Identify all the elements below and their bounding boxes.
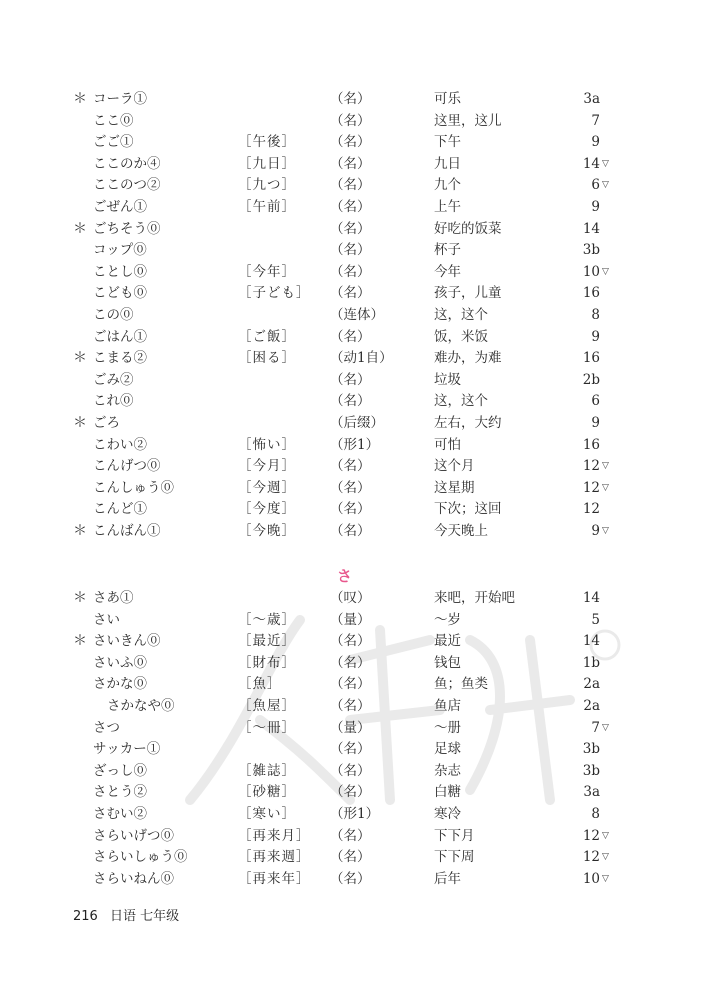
entry-part-of-speech: （后缀） bbox=[330, 415, 384, 431]
entry-part-of-speech: （名） bbox=[330, 698, 371, 714]
entry-lesson: 2a bbox=[583, 676, 600, 693]
entry-kanji: ［再来週］ bbox=[238, 849, 311, 866]
entry-meaning: 来吧，开始吧 bbox=[434, 590, 515, 606]
entry-meaning: 今年 bbox=[434, 263, 461, 280]
entry-mark: ▽ bbox=[602, 526, 609, 536]
entry-part-of-speech: （名） bbox=[330, 676, 371, 693]
entry-part-of-speech: （名） bbox=[330, 371, 371, 388]
entry-lesson: 7 bbox=[591, 719, 600, 736]
entry-lesson: 6 bbox=[591, 177, 600, 194]
entry-word: さらいしゅう⓪ bbox=[93, 849, 188, 866]
entry-word: さかな⓪ bbox=[93, 676, 147, 693]
vocab-entry bbox=[0, 782, 720, 803]
entry-lesson: 9 bbox=[591, 523, 600, 539]
entry-meaning: 难办，为难 bbox=[434, 350, 502, 367]
entry-meaning: 上午 bbox=[434, 199, 461, 215]
star-marker: ＊ bbox=[73, 350, 87, 367]
entry-kanji: ［午後］ bbox=[238, 134, 296, 151]
entry-lesson: 3b bbox=[582, 762, 600, 779]
entry-word: こまる② bbox=[93, 350, 147, 367]
entry-word: ここのつ② bbox=[93, 177, 161, 194]
entry-kanji: ［再来月］ bbox=[238, 827, 311, 844]
entry-kanji: ［今晚］ bbox=[238, 523, 296, 539]
entry-kanji: ［最近］ bbox=[238, 633, 296, 650]
entry-part-of-speech: （名） bbox=[330, 827, 371, 844]
entry-part-of-speech: （动1自） bbox=[330, 350, 393, 367]
entry-meaning: 鱼店 bbox=[434, 698, 461, 714]
entry-mark: ▽ bbox=[602, 180, 609, 191]
vocab-entry bbox=[0, 653, 720, 674]
star-marker: ＊ bbox=[73, 220, 87, 237]
entry-meaning: 饭，米饭 bbox=[434, 328, 488, 345]
entry-lesson: 9 bbox=[591, 134, 600, 151]
entry-lesson: 14 bbox=[582, 155, 600, 172]
entry-lesson: 16 bbox=[582, 436, 600, 453]
entry-word: ごろ bbox=[93, 415, 120, 431]
entry-lesson: 10 bbox=[582, 870, 600, 887]
entry-word: こども⓪ bbox=[93, 285, 147, 302]
entry-part-of-speech: （形1） bbox=[330, 806, 380, 822]
entry-lesson: 3b bbox=[582, 242, 600, 259]
entry-part-of-speech: （名） bbox=[330, 328, 371, 345]
entry-word: こんど① bbox=[93, 501, 147, 518]
entry-meaning: 这个月 bbox=[434, 458, 475, 475]
entry-word: これ⓪ bbox=[93, 393, 134, 410]
entry-lesson: 9 bbox=[591, 328, 600, 345]
entry-part-of-speech: （名） bbox=[330, 199, 371, 215]
entry-meaning: ～岁 bbox=[434, 611, 461, 628]
entry-kanji: ［今度］ bbox=[238, 501, 296, 518]
entry-word: さいふ⓪ bbox=[93, 654, 147, 671]
entry-meaning: 这，这个 bbox=[434, 307, 488, 323]
entry-part-of-speech: （名） bbox=[330, 870, 371, 887]
vocab-entry bbox=[0, 413, 720, 434]
vocab-entry bbox=[0, 588, 720, 609]
entry-kanji: ［今年］ bbox=[238, 263, 296, 280]
entry-word: さむい② bbox=[93, 806, 147, 822]
entry-kanji: ［九つ］ bbox=[238, 177, 296, 194]
entry-word: さかなや⓪ bbox=[107, 698, 175, 714]
entry-kanji: ［再来年］ bbox=[238, 870, 311, 887]
vocab-entry bbox=[0, 305, 720, 326]
page-number: 216 bbox=[73, 909, 98, 924]
entry-word: さあ① bbox=[93, 590, 134, 606]
star-marker: ＊ bbox=[73, 633, 87, 650]
entry-meaning: 这，这个 bbox=[434, 393, 488, 410]
entry-part-of-speech: （名） bbox=[330, 177, 371, 194]
entry-part-of-speech: （量） bbox=[330, 611, 371, 628]
vocab-entry bbox=[0, 435, 720, 456]
entry-word: コーラ① bbox=[93, 91, 147, 107]
book-title: 日语 七年级 bbox=[109, 909, 180, 924]
entry-meaning: 下午 bbox=[434, 134, 461, 151]
entry-lesson: 8 bbox=[591, 307, 600, 323]
vocab-entry bbox=[0, 456, 720, 477]
vocab-entry bbox=[0, 89, 720, 110]
entry-part-of-speech: （名） bbox=[330, 242, 371, 259]
entry-word: さとう② bbox=[93, 784, 147, 801]
entry-word: さらいねん⓪ bbox=[93, 870, 174, 887]
entry-word: こんしゅう⓪ bbox=[93, 479, 174, 496]
entry-meaning: 下次；这回 bbox=[434, 501, 502, 518]
entry-lesson: 14 bbox=[582, 590, 600, 606]
entry-word: こんげつ⓪ bbox=[93, 458, 161, 475]
entry-meaning: 这星期 bbox=[434, 479, 475, 496]
entry-part-of-speech: （名） bbox=[330, 479, 371, 496]
vocab-entry bbox=[0, 826, 720, 847]
entry-word: さつ bbox=[93, 719, 120, 736]
entry-part-of-speech: （名） bbox=[330, 263, 371, 280]
entry-part-of-speech: （名） bbox=[330, 762, 371, 779]
star-marker: ＊ bbox=[73, 590, 87, 606]
vocab-entry bbox=[0, 674, 720, 695]
entry-word: ここのか④ bbox=[93, 155, 161, 172]
page-footer bbox=[73, 905, 179, 924]
entry-kanji: ［今月］ bbox=[238, 458, 296, 475]
entry-part-of-speech: （名） bbox=[330, 741, 371, 758]
entry-lesson: 12 bbox=[582, 827, 600, 844]
entry-lesson: 6 bbox=[591, 393, 600, 410]
entry-meaning: 左右，大约 bbox=[434, 415, 502, 431]
entry-kanji: ［今週］ bbox=[238, 479, 296, 496]
entry-lesson: 9 bbox=[591, 199, 600, 215]
vocab-entry bbox=[0, 696, 720, 717]
entry-part-of-speech: （名） bbox=[330, 523, 371, 539]
entry-meaning: 垃圾 bbox=[434, 371, 461, 388]
entry-word: さいきん⓪ bbox=[93, 633, 161, 650]
entry-lesson: 14 bbox=[582, 220, 600, 237]
vocab-entry bbox=[0, 869, 720, 890]
entry-lesson: 3b bbox=[582, 741, 600, 758]
entry-kanji: ［魚］ bbox=[238, 676, 282, 693]
entry-lesson: 3a bbox=[583, 784, 600, 801]
entry-part-of-speech: （名） bbox=[330, 458, 371, 475]
vocab-entry bbox=[0, 240, 720, 261]
vocab-entry bbox=[0, 370, 720, 391]
entry-part-of-speech: （名） bbox=[330, 654, 371, 671]
entry-meaning: 九日 bbox=[434, 155, 461, 172]
star-marker: ＊ bbox=[73, 523, 87, 539]
entry-mark: ▽ bbox=[602, 266, 609, 277]
entry-word: こんばん① bbox=[93, 523, 161, 539]
entry-part-of-speech: （名） bbox=[330, 393, 371, 410]
entry-mark: ▽ bbox=[602, 722, 609, 733]
entry-mark: ▽ bbox=[602, 873, 609, 884]
entry-word: ごぜん① bbox=[93, 199, 147, 215]
entry-word: さい bbox=[93, 611, 120, 628]
entry-lesson: 12 bbox=[582, 849, 600, 866]
entry-word: ここ⓪ bbox=[93, 112, 134, 129]
entry-meaning: 这里，这儿 bbox=[434, 112, 502, 129]
entry-part-of-speech: （名） bbox=[330, 784, 371, 801]
entry-meaning: 可乐 bbox=[434, 91, 461, 107]
entry-kanji: ［ご飯］ bbox=[238, 328, 296, 345]
entry-mark: ▽ bbox=[602, 461, 609, 472]
entry-lesson: 12 bbox=[582, 458, 600, 475]
entry-word: ごご① bbox=[93, 134, 134, 151]
entry-kanji: ［砂糖］ bbox=[238, 784, 296, 801]
entry-mark: ▽ bbox=[602, 852, 609, 863]
entry-meaning: 好吃的饭菜 bbox=[434, 220, 502, 237]
entry-part-of-speech: （名） bbox=[330, 155, 371, 172]
entry-kanji: ［子ども］ bbox=[238, 285, 311, 302]
entry-kanji: ［財布］ bbox=[238, 654, 296, 671]
entry-lesson: 9 bbox=[591, 415, 600, 431]
entry-meaning: 足球 bbox=[434, 741, 461, 758]
entry-lesson: 2a bbox=[583, 698, 600, 714]
entry-word: ごみ② bbox=[93, 371, 134, 388]
entry-kanji: ［九日］ bbox=[238, 155, 296, 172]
entry-word: コップ⓪ bbox=[93, 242, 147, 259]
entry-kanji: ［～冊］ bbox=[238, 719, 296, 736]
vocab-entry bbox=[0, 739, 720, 760]
entry-word: さらいげつ⓪ bbox=[93, 827, 174, 844]
entry-kanji: ［魚屋］ bbox=[238, 698, 296, 714]
entry-lesson: 10 bbox=[582, 263, 600, 280]
entry-meaning: 最近 bbox=[434, 633, 461, 650]
vocab-entry bbox=[0, 348, 720, 369]
entry-lesson: 3a bbox=[583, 91, 600, 107]
vocab-entry bbox=[0, 631, 720, 652]
vocab-entry bbox=[0, 219, 720, 240]
entry-lesson: 12 bbox=[582, 479, 600, 496]
entry-meaning: 杂志 bbox=[434, 762, 461, 779]
vocab-entry bbox=[0, 391, 720, 412]
entry-mark: ▽ bbox=[602, 830, 609, 841]
entry-mark: ▽ bbox=[602, 158, 609, 169]
entry-word: ごちそう⓪ bbox=[93, 220, 161, 237]
entry-meaning: 今天晚上 bbox=[434, 523, 488, 539]
entry-kanji: ［寒い］ bbox=[238, 806, 296, 822]
entry-meaning: 钱包 bbox=[434, 654, 461, 671]
entry-lesson: 2b bbox=[582, 371, 600, 388]
entry-part-of-speech: （叹） bbox=[330, 590, 371, 606]
entry-lesson: 7 bbox=[591, 112, 600, 129]
vocab-entry bbox=[0, 262, 720, 283]
vocab-entry bbox=[0, 521, 720, 542]
entry-part-of-speech: （名） bbox=[330, 633, 371, 650]
vocab-entry bbox=[0, 327, 720, 348]
entry-meaning: 可怕 bbox=[434, 436, 461, 453]
entry-meaning: ～册 bbox=[434, 719, 461, 736]
vocab-entry bbox=[0, 499, 720, 520]
entry-meaning: 寒冷 bbox=[434, 806, 461, 822]
entry-lesson: 16 bbox=[582, 285, 600, 302]
entry-part-of-speech: （名） bbox=[330, 134, 371, 151]
vocab-entry bbox=[0, 197, 720, 218]
entry-meaning: 鱼；鱼类 bbox=[434, 676, 488, 693]
entry-kanji: ［雑誌］ bbox=[238, 762, 296, 779]
star-marker: ＊ bbox=[73, 415, 87, 431]
entry-part-of-speech: （名） bbox=[330, 220, 371, 237]
entry-part-of-speech: （名） bbox=[330, 501, 371, 518]
entry-kanji: ［午前］ bbox=[238, 199, 296, 215]
entry-kanji: ［～歳］ bbox=[238, 611, 296, 628]
entry-part-of-speech: （形1） bbox=[330, 436, 380, 453]
entry-word: ごはん① bbox=[93, 328, 147, 345]
entry-kanji: ［怖い］ bbox=[238, 436, 296, 453]
vocab-entry bbox=[0, 132, 720, 153]
entry-word: この⓪ bbox=[93, 307, 134, 323]
vocab-entry bbox=[0, 761, 720, 782]
entry-part-of-speech: （连体） bbox=[330, 307, 384, 323]
vocab-entry bbox=[0, 847, 720, 868]
entry-lesson: 12 bbox=[582, 501, 600, 518]
entry-meaning: 白糖 bbox=[434, 784, 461, 801]
vocab-entry bbox=[0, 283, 720, 304]
section-heading-sa: さ bbox=[337, 567, 353, 585]
entry-part-of-speech: （名） bbox=[330, 285, 371, 302]
entry-part-of-speech: （名） bbox=[330, 849, 371, 866]
entry-lesson: 8 bbox=[591, 806, 600, 822]
entry-kanji: ［困る］ bbox=[238, 350, 296, 367]
entry-part-of-speech: （名） bbox=[330, 112, 371, 129]
entry-part-of-speech: （量） bbox=[330, 719, 371, 736]
entry-meaning: 后年 bbox=[434, 870, 461, 887]
entry-meaning: 孩子，儿童 bbox=[434, 285, 502, 302]
entry-word: ざっし⓪ bbox=[93, 762, 147, 779]
entry-mark: ▽ bbox=[602, 482, 609, 493]
entry-meaning: 杯子 bbox=[434, 242, 461, 259]
entry-meaning: 下下月 bbox=[434, 827, 475, 844]
entry-word: こわい② bbox=[93, 436, 147, 453]
vocab-entry bbox=[0, 478, 720, 499]
entry-meaning: 九个 bbox=[434, 177, 461, 194]
star-marker: ＊ bbox=[73, 91, 87, 107]
entry-meaning: 下下周 bbox=[434, 849, 475, 866]
vocab-entry bbox=[0, 175, 720, 196]
entry-lesson: 14 bbox=[582, 633, 600, 650]
vocab-entry bbox=[0, 111, 720, 132]
entry-lesson: 5 bbox=[591, 611, 600, 628]
vocab-entry bbox=[0, 610, 720, 631]
entry-lesson: 1b bbox=[582, 654, 600, 671]
vocab-entry bbox=[0, 154, 720, 175]
vocab-entry bbox=[0, 718, 720, 739]
entry-part-of-speech: （名） bbox=[330, 91, 371, 107]
entry-word: サッカー① bbox=[93, 741, 161, 758]
entry-lesson: 16 bbox=[582, 350, 600, 367]
entry-word: ことし⓪ bbox=[93, 263, 147, 280]
vocab-entry bbox=[0, 804, 720, 825]
